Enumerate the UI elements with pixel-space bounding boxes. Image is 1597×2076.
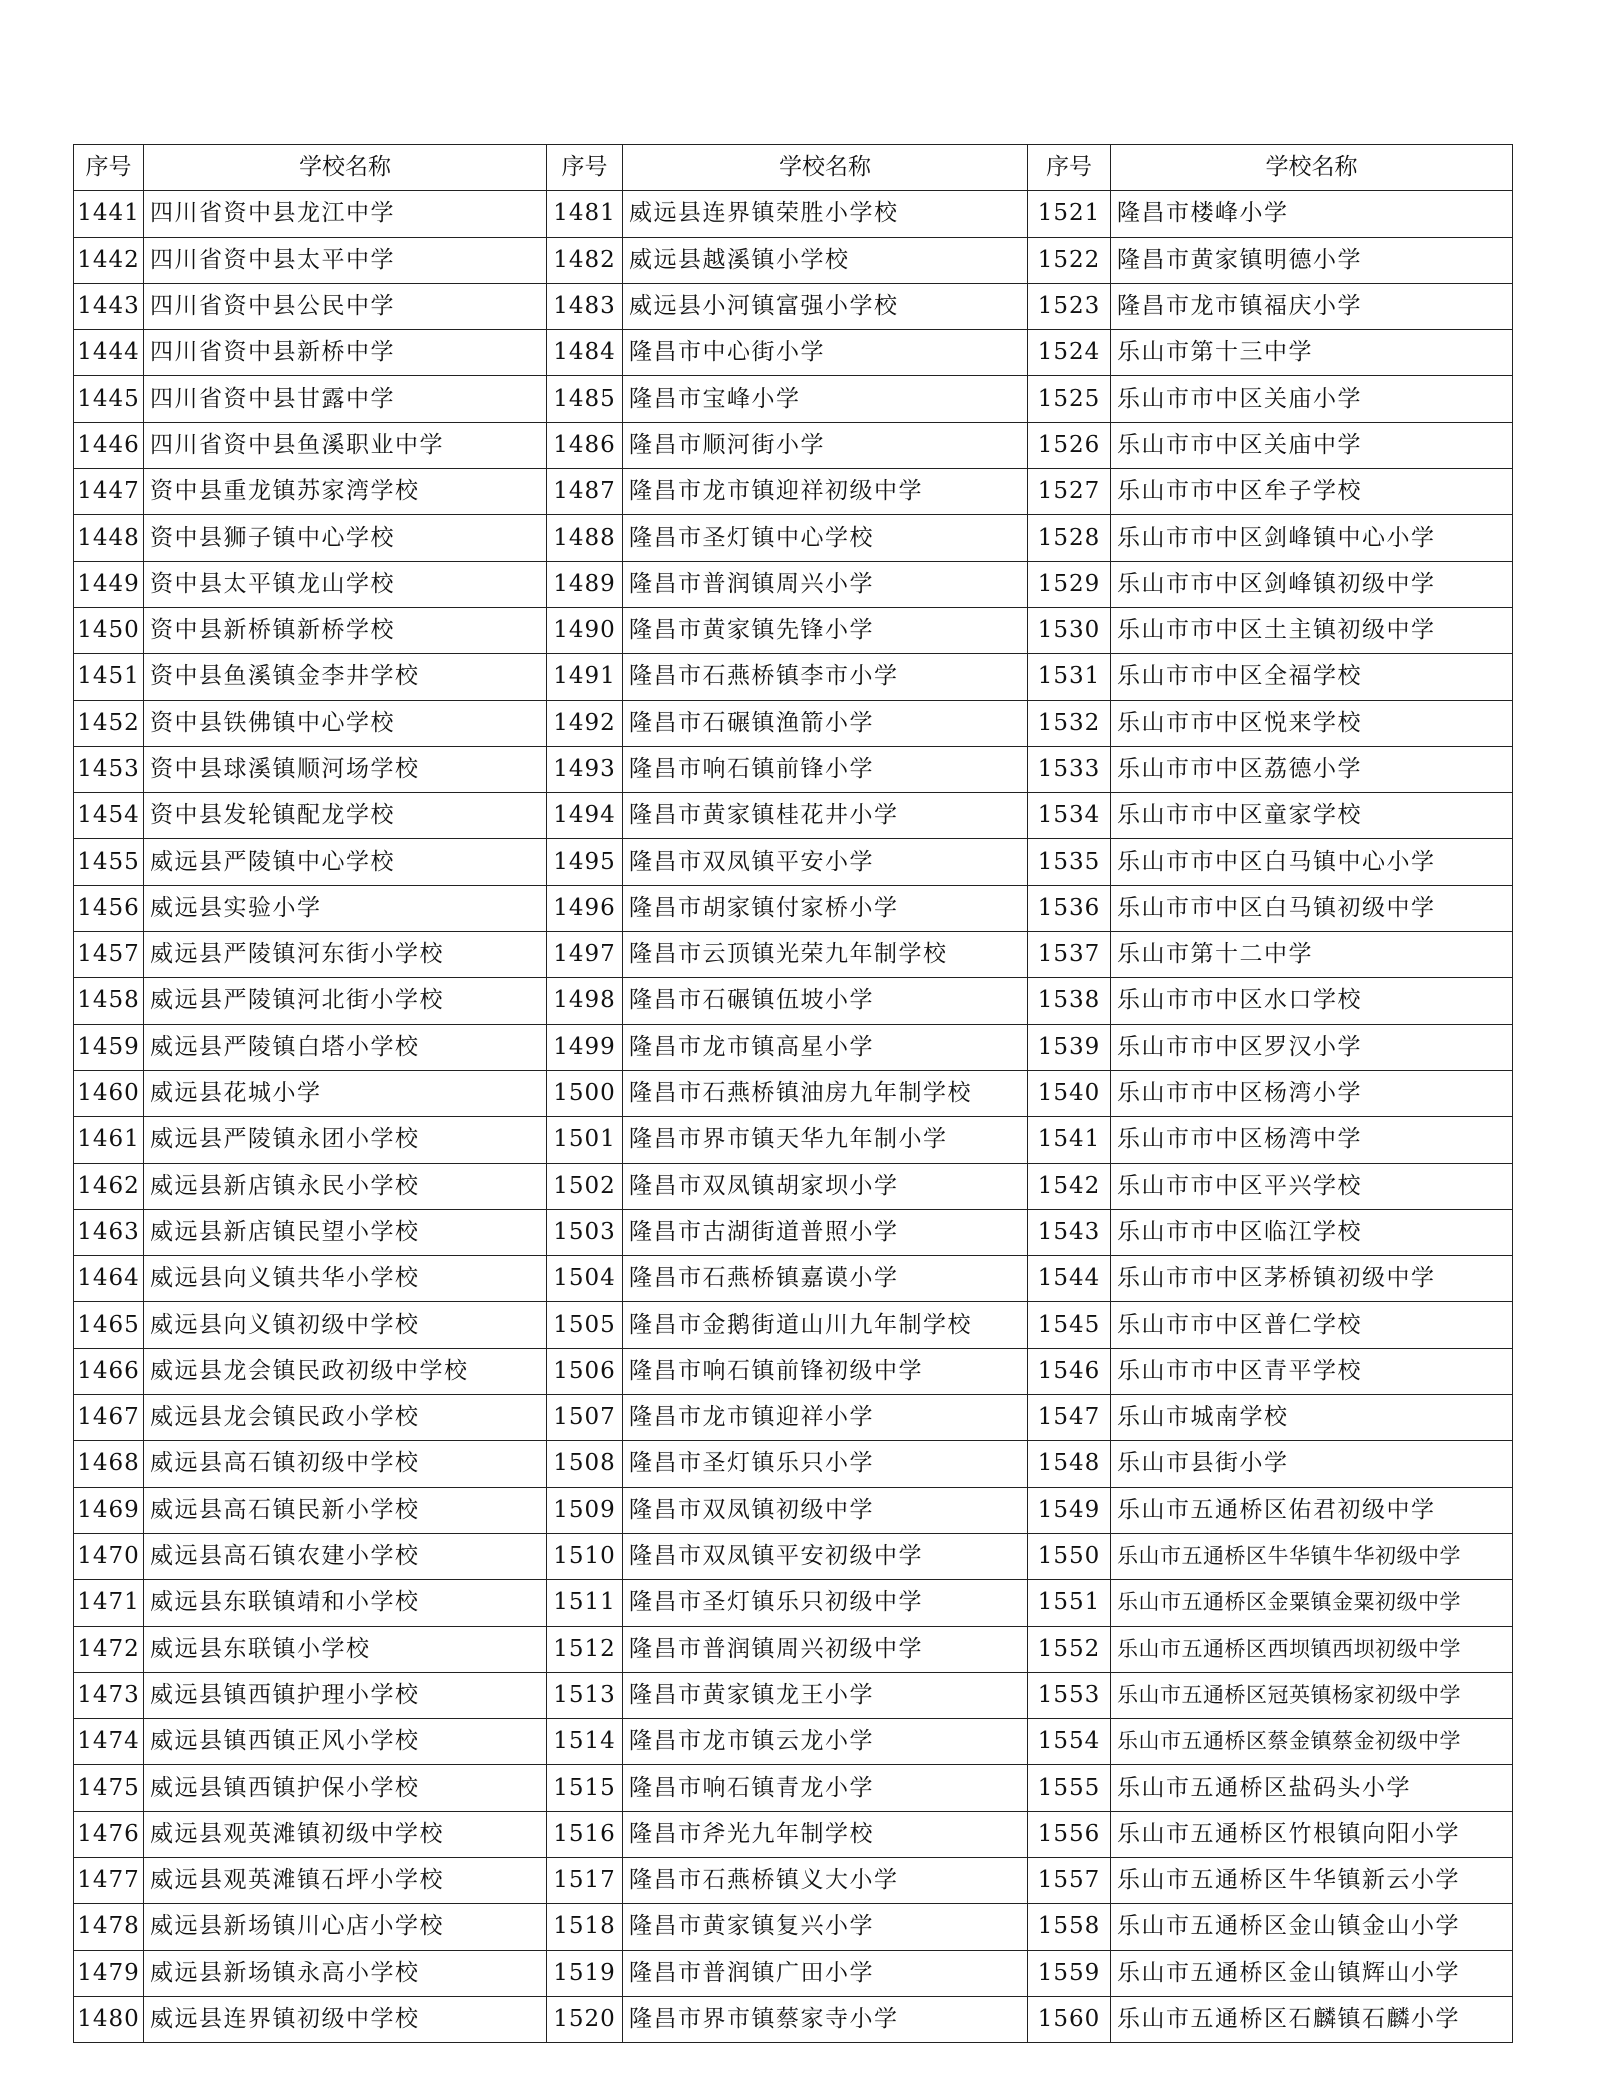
table-row <box>74 654 1513 700</box>
table-row <box>74 746 1513 792</box>
serial-number: 1482 <box>547 237 623 283</box>
table-row <box>74 1070 1513 1116</box>
serial-number: 1466 <box>74 1348 144 1394</box>
table-row <box>74 1302 1513 1348</box>
school-name: 隆昌市古湖街道普照小学 <box>623 1209 1028 1255</box>
serial-number: 1495 <box>547 839 623 885</box>
school-name: 乐山市五通桥区西坝镇西坝初级中学 <box>1111 1626 1513 1672</box>
table-row <box>74 1719 1513 1765</box>
school-name: 乐山市五通桥区石麟镇石麟小学 <box>1111 1996 1513 2042</box>
serial-number: 1531 <box>1028 654 1111 700</box>
table-row <box>74 1950 1513 1996</box>
school-name: 威远县小河镇富强小学校 <box>623 283 1028 329</box>
serial-number: 1538 <box>1028 978 1111 1024</box>
school-name: 隆昌市石碾镇渔箭小学 <box>623 700 1028 746</box>
serial-number: 1475 <box>74 1765 144 1811</box>
serial-number: 1539 <box>1028 1024 1111 1070</box>
header-school-name-1: 学校名称 <box>144 145 547 191</box>
school-name: 隆昌市宝峰小学 <box>623 376 1028 422</box>
school-name: 乐山市五通桥区蔡金镇蔡金初级中学 <box>1111 1719 1513 1765</box>
table-row <box>74 1348 1513 1394</box>
school-name: 隆昌市圣灯镇中心学校 <box>623 515 1028 561</box>
serial-number: 1523 <box>1028 283 1111 329</box>
school-name: 隆昌市云顶镇光荣九年制学校 <box>623 932 1028 978</box>
school-name: 威远县严陵镇中心学校 <box>144 839 547 885</box>
serial-number: 1524 <box>1028 330 1111 376</box>
school-name: 资中县球溪镇顺河场学校 <box>144 746 547 792</box>
serial-number: 1503 <box>547 1209 623 1255</box>
serial-number: 1500 <box>547 1070 623 1116</box>
school-name: 隆昌市黄家镇复兴小学 <box>623 1904 1028 1950</box>
school-name: 隆昌市顺河街小学 <box>623 422 1028 468</box>
serial-number: 1454 <box>74 793 144 839</box>
serial-number: 1487 <box>547 469 623 515</box>
school-name: 乐山市市中区关庙小学 <box>1111 376 1513 422</box>
school-name: 乐山市市中区杨湾小学 <box>1111 1070 1513 1116</box>
school-name: 四川省资中县新桥中学 <box>144 330 547 376</box>
school-name: 乐山市市中区悦来学校 <box>1111 700 1513 746</box>
serial-number: 1472 <box>74 1626 144 1672</box>
table-row <box>74 1209 1513 1255</box>
serial-number: 1511 <box>547 1580 623 1626</box>
serial-number: 1493 <box>547 746 623 792</box>
serial-number: 1536 <box>1028 885 1111 931</box>
school-name: 隆昌市双凤镇胡家坝小学 <box>623 1163 1028 1209</box>
school-name: 隆昌市黄家镇明德小学 <box>1111 237 1513 283</box>
school-name: 乐山市五通桥区佑君初级中学 <box>1111 1487 1513 1533</box>
school-name: 四川省资中县龙江中学 <box>144 191 547 237</box>
table-row <box>74 1765 1513 1811</box>
serial-number: 1530 <box>1028 607 1111 653</box>
school-name: 隆昌市响石镇青龙小学 <box>623 1765 1028 1811</box>
school-name: 乐山市五通桥区金山镇辉山小学 <box>1111 1950 1513 1996</box>
school-name: 资中县狮子镇中心学校 <box>144 515 547 561</box>
serial-number: 1460 <box>74 1070 144 1116</box>
school-name: 隆昌市楼峰小学 <box>1111 191 1513 237</box>
table-row <box>74 376 1513 422</box>
school-name: 威远县新场镇永高小学校 <box>144 1950 547 1996</box>
serial-number: 1457 <box>74 932 144 978</box>
school-name: 隆昌市普润镇周兴初级中学 <box>623 1626 1028 1672</box>
serial-number: 1443 <box>74 283 144 329</box>
table-row <box>74 1533 1513 1579</box>
school-name: 乐山市五通桥区牛华镇新云小学 <box>1111 1857 1513 1903</box>
serial-number: 1558 <box>1028 1904 1111 1950</box>
table-row <box>74 237 1513 283</box>
serial-number: 1473 <box>74 1672 144 1718</box>
school-name: 隆昌市龙市镇迎祥初级中学 <box>623 469 1028 515</box>
school-name: 乐山市市中区普仁学校 <box>1111 1302 1513 1348</box>
school-name: 乐山市五通桥区竹根镇向阳小学 <box>1111 1811 1513 1857</box>
serial-number: 1445 <box>74 376 144 422</box>
school-name: 乐山市市中区土主镇初级中学 <box>1111 607 1513 653</box>
school-name: 威远县实验小学 <box>144 885 547 931</box>
serial-number: 1492 <box>547 700 623 746</box>
school-name: 乐山市市中区白马镇初级中学 <box>1111 885 1513 931</box>
serial-number: 1465 <box>74 1302 144 1348</box>
school-name: 威远县新店镇民望小学校 <box>144 1209 547 1255</box>
serial-number: 1508 <box>547 1441 623 1487</box>
school-name: 隆昌市响石镇前锋初级中学 <box>623 1348 1028 1394</box>
table-row <box>74 1487 1513 1533</box>
serial-number: 1505 <box>547 1302 623 1348</box>
serial-number: 1468 <box>74 1441 144 1487</box>
serial-number: 1451 <box>74 654 144 700</box>
school-name: 隆昌市中心街小学 <box>623 330 1028 376</box>
serial-number: 1497 <box>547 932 623 978</box>
school-name: 隆昌市黄家镇先锋小学 <box>623 607 1028 653</box>
serial-number: 1556 <box>1028 1811 1111 1857</box>
serial-number: 1449 <box>74 561 144 607</box>
school-name: 资中县发轮镇配龙学校 <box>144 793 547 839</box>
table-row <box>74 1256 1513 1302</box>
serial-number: 1532 <box>1028 700 1111 746</box>
school-name: 资中县太平镇龙山学校 <box>144 561 547 607</box>
serial-number: 1455 <box>74 839 144 885</box>
school-name: 隆昌市胡家镇付家桥小学 <box>623 885 1028 931</box>
serial-number: 1548 <box>1028 1441 1111 1487</box>
serial-number: 1534 <box>1028 793 1111 839</box>
school-name: 四川省资中县鱼溪职业中学 <box>144 422 547 468</box>
table-header-row <box>74 145 1513 191</box>
serial-number: 1441 <box>74 191 144 237</box>
school-name: 威远县新店镇永民小学校 <box>144 1163 547 1209</box>
table-row <box>74 1857 1513 1903</box>
school-name: 威远县连界镇荣胜小学校 <box>623 191 1028 237</box>
school-list-table <box>73 144 1513 2043</box>
school-name: 威远县连界镇初级中学校 <box>144 1996 547 2042</box>
serial-number: 1513 <box>547 1672 623 1718</box>
school-name: 隆昌市石燕桥镇义大小学 <box>623 1857 1028 1903</box>
serial-number: 1507 <box>547 1395 623 1441</box>
header-serial-3: 序号 <box>1028 145 1111 191</box>
school-name: 威远县严陵镇河北街小学校 <box>144 978 547 1024</box>
school-name: 隆昌市界市镇天华九年制小学 <box>623 1117 1028 1163</box>
school-name: 威远县新场镇川心店小学校 <box>144 1904 547 1950</box>
serial-number: 1541 <box>1028 1117 1111 1163</box>
serial-number: 1517 <box>547 1857 623 1903</box>
serial-number: 1550 <box>1028 1533 1111 1579</box>
school-name: 乐山市市中区临江学校 <box>1111 1209 1513 1255</box>
school-name: 隆昌市石燕桥镇李市小学 <box>623 654 1028 700</box>
serial-number: 1501 <box>547 1117 623 1163</box>
serial-number: 1444 <box>74 330 144 376</box>
serial-number: 1471 <box>74 1580 144 1626</box>
serial-number: 1499 <box>547 1024 623 1070</box>
table-row <box>74 1626 1513 1672</box>
serial-number: 1553 <box>1028 1672 1111 1718</box>
school-name: 隆昌市双凤镇平安初级中学 <box>623 1533 1028 1579</box>
school-name: 乐山市市中区茅桥镇初级中学 <box>1111 1256 1513 1302</box>
school-name: 乐山市市中区水口学校 <box>1111 978 1513 1024</box>
serial-number: 1463 <box>74 1209 144 1255</box>
table-row <box>74 515 1513 561</box>
header-school-name-2: 学校名称 <box>623 145 1028 191</box>
serial-number: 1526 <box>1028 422 1111 468</box>
table-row <box>74 932 1513 978</box>
school-name: 乐山市市中区牟子学校 <box>1111 469 1513 515</box>
school-name: 隆昌市金鹅街道山川九年制学校 <box>623 1302 1028 1348</box>
serial-number: 1481 <box>547 191 623 237</box>
serial-number: 1522 <box>1028 237 1111 283</box>
serial-number: 1484 <box>547 330 623 376</box>
table-row <box>74 561 1513 607</box>
serial-number: 1442 <box>74 237 144 283</box>
serial-number: 1547 <box>1028 1395 1111 1441</box>
school-name: 隆昌市黄家镇桂花井小学 <box>623 793 1028 839</box>
serial-number: 1549 <box>1028 1487 1111 1533</box>
school-name: 威远县龙会镇民政小学校 <box>144 1395 547 1441</box>
school-name: 隆昌市龙市镇迎祥小学 <box>623 1395 1028 1441</box>
serial-number: 1515 <box>547 1765 623 1811</box>
serial-number: 1480 <box>74 1996 144 2042</box>
serial-number: 1456 <box>74 885 144 931</box>
school-name: 资中县鱼溪镇金李井学校 <box>144 654 547 700</box>
table-row <box>74 793 1513 839</box>
school-name: 威远县龙会镇民政初级中学校 <box>144 1348 547 1394</box>
serial-number: 1467 <box>74 1395 144 1441</box>
serial-number: 1491 <box>547 654 623 700</box>
serial-number: 1461 <box>74 1117 144 1163</box>
serial-number: 1520 <box>547 1996 623 2042</box>
school-name: 隆昌市普润镇周兴小学 <box>623 561 1028 607</box>
school-name: 隆昌市石燕桥镇油房九年制学校 <box>623 1070 1028 1116</box>
serial-number: 1450 <box>74 607 144 653</box>
serial-number: 1489 <box>547 561 623 607</box>
school-name: 乐山市五通桥区冠英镇杨家初级中学 <box>1111 1672 1513 1718</box>
serial-number: 1518 <box>547 1904 623 1950</box>
table-row <box>74 422 1513 468</box>
table-row <box>74 283 1513 329</box>
table-row <box>74 1996 1513 2042</box>
serial-number: 1537 <box>1028 932 1111 978</box>
serial-number: 1545 <box>1028 1302 1111 1348</box>
serial-number: 1486 <box>547 422 623 468</box>
school-name: 威远县严陵镇河东街小学校 <box>144 932 547 978</box>
table-row <box>74 1441 1513 1487</box>
school-name: 威远县花城小学 <box>144 1070 547 1116</box>
serial-number: 1516 <box>547 1811 623 1857</box>
table-row <box>74 191 1513 237</box>
school-name: 威远县越溪镇小学校 <box>623 237 1028 283</box>
school-name: 威远县镇西镇正风小学校 <box>144 1719 547 1765</box>
serial-number: 1510 <box>547 1533 623 1579</box>
table-row <box>74 1580 1513 1626</box>
school-name: 乐山市市中区剑峰镇中心小学 <box>1111 515 1513 561</box>
school-name: 隆昌市龙市镇福庆小学 <box>1111 283 1513 329</box>
school-name: 乐山市第十三中学 <box>1111 330 1513 376</box>
header-serial-2: 序号 <box>547 145 623 191</box>
serial-number: 1509 <box>547 1487 623 1533</box>
serial-number: 1559 <box>1028 1950 1111 1996</box>
school-name: 威远县东联镇小学校 <box>144 1626 547 1672</box>
serial-number: 1452 <box>74 700 144 746</box>
serial-number: 1551 <box>1028 1580 1111 1626</box>
school-name: 四川省资中县甘露中学 <box>144 376 547 422</box>
serial-number: 1459 <box>74 1024 144 1070</box>
table-row <box>74 1163 1513 1209</box>
school-name: 乐山市市中区青平学校 <box>1111 1348 1513 1394</box>
school-name: 隆昌市双凤镇初级中学 <box>623 1487 1028 1533</box>
table-row <box>74 469 1513 515</box>
serial-number: 1546 <box>1028 1348 1111 1394</box>
serial-number: 1453 <box>74 746 144 792</box>
school-name: 威远县向义镇初级中学校 <box>144 1302 547 1348</box>
serial-number: 1540 <box>1028 1070 1111 1116</box>
table-row <box>74 1117 1513 1163</box>
table-row <box>74 885 1513 931</box>
school-name: 威远县严陵镇永团小学校 <box>144 1117 547 1163</box>
school-name: 乐山市市中区荔德小学 <box>1111 746 1513 792</box>
school-name: 乐山市市中区杨湾中学 <box>1111 1117 1513 1163</box>
school-name: 乐山市市中区罗汉小学 <box>1111 1024 1513 1070</box>
school-name: 隆昌市龙市镇云龙小学 <box>623 1719 1028 1765</box>
serial-number: 1478 <box>74 1904 144 1950</box>
school-name: 威远县东联镇靖和小学校 <box>144 1580 547 1626</box>
school-name: 威远县观英滩镇石坪小学校 <box>144 1857 547 1903</box>
school-name: 乐山市五通桥区金粟镇金粟初级中学 <box>1111 1580 1513 1626</box>
header-school-name-3: 学校名称 <box>1111 145 1513 191</box>
school-name: 隆昌市龙市镇高星小学 <box>623 1024 1028 1070</box>
serial-number: 1494 <box>547 793 623 839</box>
school-name: 乐山市县街小学 <box>1111 1441 1513 1487</box>
school-name: 资中县铁佛镇中心学校 <box>144 700 547 746</box>
table-row <box>74 700 1513 746</box>
serial-number: 1483 <box>547 283 623 329</box>
school-name: 威远县严陵镇白塔小学校 <box>144 1024 547 1070</box>
table-row <box>74 607 1513 653</box>
serial-number: 1529 <box>1028 561 1111 607</box>
serial-number: 1458 <box>74 978 144 1024</box>
serial-number: 1525 <box>1028 376 1111 422</box>
serial-number: 1448 <box>74 515 144 561</box>
school-name: 隆昌市石碾镇伍坡小学 <box>623 978 1028 1024</box>
school-name: 乐山市第十二中学 <box>1111 932 1513 978</box>
table-row <box>74 330 1513 376</box>
school-name: 乐山市市中区童家学校 <box>1111 793 1513 839</box>
school-name: 乐山市市中区关庙中学 <box>1111 422 1513 468</box>
serial-number: 1535 <box>1028 839 1111 885</box>
table-row <box>74 1904 1513 1950</box>
school-name: 威远县高石镇民新小学校 <box>144 1487 547 1533</box>
school-name: 资中县新桥镇新桥学校 <box>144 607 547 653</box>
school-name: 乐山市市中区平兴学校 <box>1111 1163 1513 1209</box>
serial-number: 1446 <box>74 422 144 468</box>
serial-number: 1469 <box>74 1487 144 1533</box>
serial-number: 1464 <box>74 1256 144 1302</box>
serial-number: 1552 <box>1028 1626 1111 1672</box>
serial-number: 1557 <box>1028 1857 1111 1903</box>
serial-number: 1477 <box>74 1857 144 1903</box>
table-row <box>74 1672 1513 1718</box>
serial-number: 1512 <box>547 1626 623 1672</box>
school-name: 隆昌市石燕桥镇嘉谟小学 <box>623 1256 1028 1302</box>
school-name: 乐山市城南学校 <box>1111 1395 1513 1441</box>
serial-number: 1498 <box>547 978 623 1024</box>
serial-number: 1506 <box>547 1348 623 1394</box>
table-row <box>74 1811 1513 1857</box>
serial-number: 1490 <box>547 607 623 653</box>
school-name: 隆昌市黄家镇龙王小学 <box>623 1672 1028 1718</box>
school-name: 隆昌市圣灯镇乐只初级中学 <box>623 1580 1028 1626</box>
school-name: 威远县高石镇初级中学校 <box>144 1441 547 1487</box>
serial-number: 1485 <box>547 376 623 422</box>
table-row <box>74 978 1513 1024</box>
serial-number: 1519 <box>547 1950 623 1996</box>
serial-number: 1474 <box>74 1719 144 1765</box>
school-name: 威远县镇西镇护保小学校 <box>144 1765 547 1811</box>
school-name: 威远县镇西镇护理小学校 <box>144 1672 547 1718</box>
table-row <box>74 1395 1513 1441</box>
table-body <box>74 191 1513 2043</box>
school-name: 隆昌市双凤镇平安小学 <box>623 839 1028 885</box>
school-name: 隆昌市普润镇广田小学 <box>623 1950 1028 1996</box>
serial-number: 1462 <box>74 1163 144 1209</box>
serial-number: 1555 <box>1028 1765 1111 1811</box>
serial-number: 1479 <box>74 1950 144 1996</box>
school-name: 隆昌市斧光九年制学校 <box>623 1811 1028 1857</box>
school-name: 乐山市五通桥区牛华镇牛华初级中学 <box>1111 1533 1513 1579</box>
school-name: 四川省资中县太平中学 <box>144 237 547 283</box>
serial-number: 1543 <box>1028 1209 1111 1255</box>
serial-number: 1554 <box>1028 1719 1111 1765</box>
school-name: 四川省资中县公民中学 <box>144 283 547 329</box>
school-name: 隆昌市响石镇前锋小学 <box>623 746 1028 792</box>
serial-number: 1502 <box>547 1163 623 1209</box>
serial-number: 1496 <box>547 885 623 931</box>
school-name: 资中县重龙镇苏家湾学校 <box>144 469 547 515</box>
school-name: 乐山市五通桥区金山镇金山小学 <box>1111 1904 1513 1950</box>
header-serial-1: 序号 <box>74 145 144 191</box>
serial-number: 1542 <box>1028 1163 1111 1209</box>
school-name: 乐山市市中区白马镇中心小学 <box>1111 839 1513 885</box>
school-name: 乐山市市中区剑峰镇初级中学 <box>1111 561 1513 607</box>
school-name: 威远县向义镇共华小学校 <box>144 1256 547 1302</box>
serial-number: 1514 <box>547 1719 623 1765</box>
table-row <box>74 839 1513 885</box>
serial-number: 1544 <box>1028 1256 1111 1302</box>
serial-number: 1527 <box>1028 469 1111 515</box>
serial-number: 1533 <box>1028 746 1111 792</box>
school-name: 乐山市市中区全福学校 <box>1111 654 1513 700</box>
school-name: 隆昌市界市镇蔡家寺小学 <box>623 1996 1028 2042</box>
serial-number: 1447 <box>74 469 144 515</box>
school-name: 乐山市五通桥区盐码头小学 <box>1111 1765 1513 1811</box>
table-row <box>74 1024 1513 1070</box>
school-name: 隆昌市圣灯镇乐只小学 <box>623 1441 1028 1487</box>
school-name: 威远县高石镇农建小学校 <box>144 1533 547 1579</box>
serial-number: 1560 <box>1028 1996 1111 2042</box>
serial-number: 1521 <box>1028 191 1111 237</box>
serial-number: 1528 <box>1028 515 1111 561</box>
school-name: 威远县观英滩镇初级中学校 <box>144 1811 547 1857</box>
serial-number: 1504 <box>547 1256 623 1302</box>
serial-number: 1488 <box>547 515 623 561</box>
serial-number: 1476 <box>74 1811 144 1857</box>
serial-number: 1470 <box>74 1533 144 1579</box>
